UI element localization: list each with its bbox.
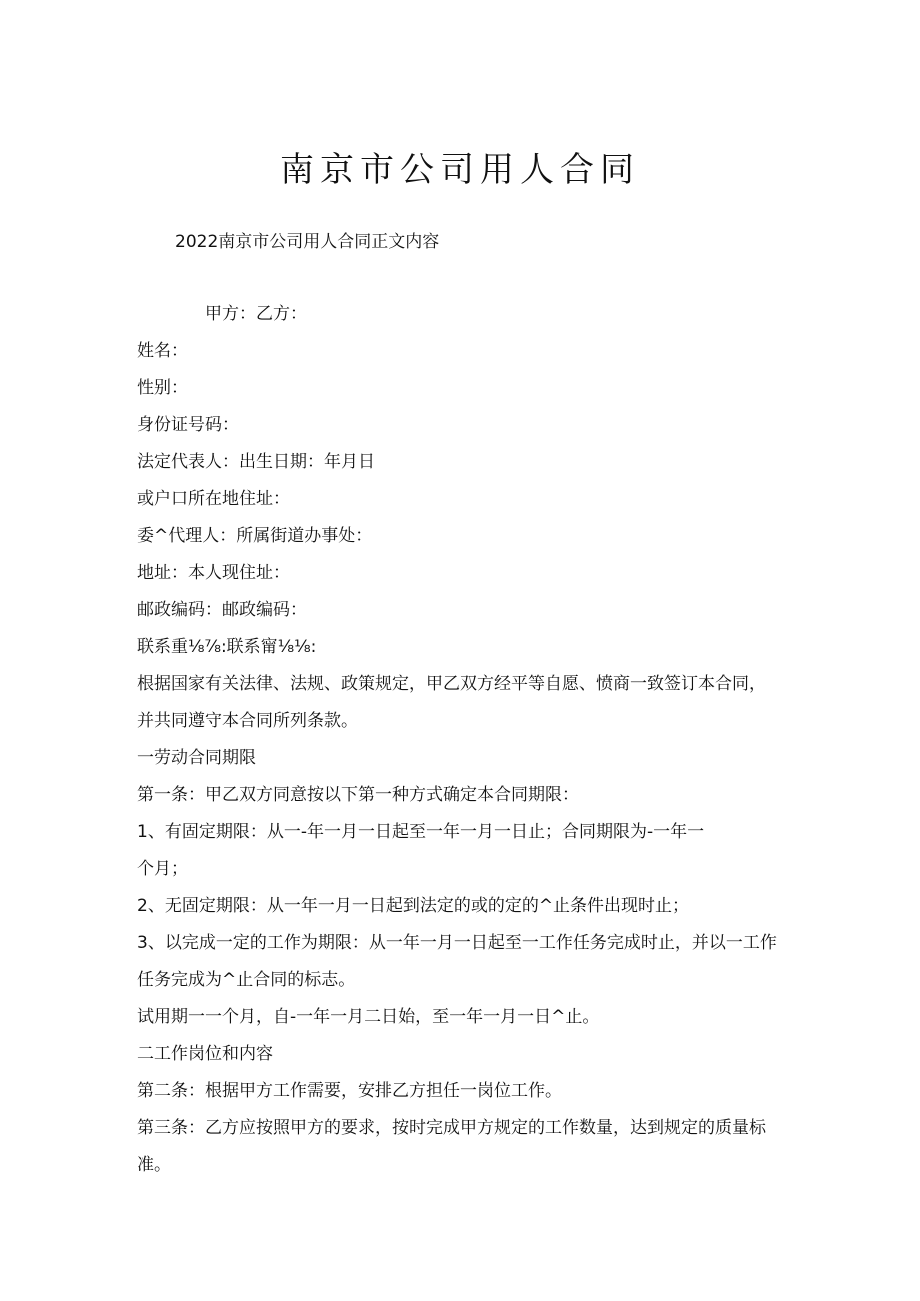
document-subtitle: 2022南京市公司用人合同正文内容: [175, 232, 440, 252]
article-1-line: 第一条：甲乙双方同意按以下第一种方式确定本合同期限：: [137, 785, 579, 805]
open-term-clause-line: 2、无固定期限：从一年一月一日起到法定的或的定的^止条件出现时止；: [137, 896, 690, 916]
document-title: 南京市公司用人合同: [280, 150, 640, 190]
fixed-term-clause-line-2: 个月；: [137, 859, 188, 879]
household-address-line: 或户口所在地住址：: [137, 489, 290, 509]
task-term-clause-line-1: 3、以完成一定的工作为期限：从一年一月一日起至一工作任务完成时止，并以一工作: [137, 933, 777, 953]
section-heading-term: 一劳动合同期限: [137, 748, 256, 768]
probation-period-line: 试用期一一个月，自-一年一月二日始，至一年一月一日^止。: [137, 1007, 600, 1027]
article-3-line-2: 准。: [137, 1155, 171, 1175]
id-number-field-line: 身份证号码：: [137, 415, 239, 435]
gender-field-line: 性别：: [137, 378, 188, 398]
name-field-line: 姓名：: [137, 341, 188, 361]
agent-street-office-line: 委^代理人：所属街道办事处：: [137, 526, 373, 546]
contact-phone-line: 联系重⅛⅞:联系甯⅛⅛:: [137, 637, 317, 657]
legal-rep-birthdate-line: 法定代表人：出生日期：年月日: [137, 452, 375, 472]
preamble-paragraph-line-1: 根据国家有关法律、法规、政策规定，甲乙双方经平等自愿、愤商一致签订本合同，: [137, 674, 766, 694]
article-2-line: 第二条：根据甲方工作需要，安排乙方担任一岗位工作。: [137, 1081, 562, 1101]
fixed-term-clause-line-1: 1、有固定期限：从一-年一月一日起至一年一月一日止；合同期限为-一年一: [137, 822, 705, 842]
article-3-line-1: 第三条：乙方应按照甲方的要求，按时完成甲方规定的工作数量，达到规定的质量标: [137, 1118, 766, 1138]
section-heading-position: 二工作岗位和内容: [137, 1044, 273, 1064]
parties-line: 甲方：乙方：: [205, 304, 307, 324]
address-current-residence-line: 地址：本人现住址：: [137, 563, 290, 583]
preamble-paragraph-line-2: 并共同遵守本合同所列条款。: [137, 711, 358, 731]
postal-code-line: 邮政编码：邮政编码：: [137, 600, 307, 620]
task-term-clause-line-2: 任务完成为^止合同的标志。: [137, 970, 356, 990]
